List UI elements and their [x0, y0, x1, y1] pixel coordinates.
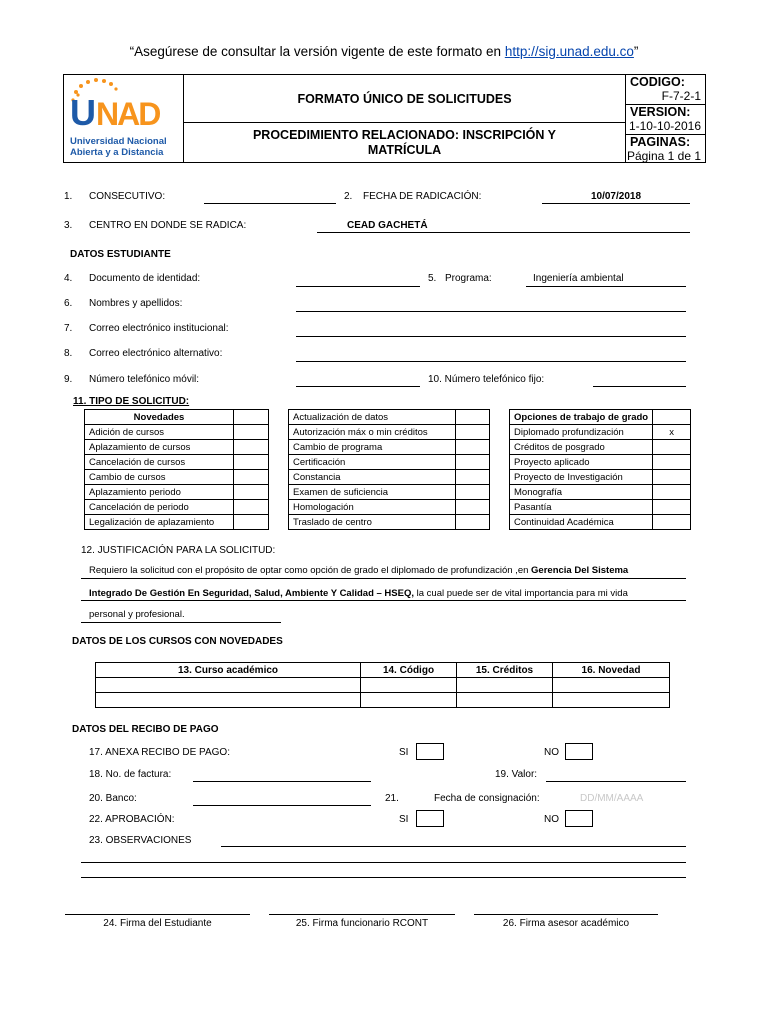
col3-option-label: Créditos de posgrado [510, 440, 653, 455]
banco-label: 20. Banco: [89, 793, 137, 804]
banco-field[interactable] [193, 805, 371, 806]
justificacion-l2a: Integrado De Gestión En Seguridad, Salud, Ambiente Y Calidad – HSEQ, [89, 588, 414, 599]
list-item [85, 455, 269, 470]
f2-num: 2. [344, 191, 353, 202]
otros-table [288, 409, 490, 530]
novedades-header: Novedades [85, 410, 234, 425]
notice-text: “Asegúrese de consultar la versión vigente de este formato en [129, 44, 505, 59]
col2-option-label: Traslado de centro [289, 515, 456, 530]
version-notice [0, 44, 768, 59]
firma-rcont-label: 25. Firma funcionario RCONT [295, 918, 429, 929]
col2-option-label: Cambio de programa [289, 440, 456, 455]
correo-alternativo-field[interactable] [296, 361, 686, 362]
f7-num: 7. [64, 323, 73, 334]
col2-option-checkbox[interactable] [456, 500, 490, 515]
fecha-radicacion-label: FECHA DE RADICACIÓN: [363, 191, 482, 202]
col1-option-label: Cancelación de cursos [85, 455, 234, 470]
justificacion-l1b: Gerencia Del Sistema [531, 565, 629, 576]
firma-estudiante-line[interactable] [65, 914, 250, 915]
fecha-consignacion-label: Fecha de consignación: [434, 793, 540, 804]
centro-value: CEAD GACHETÁ [347, 220, 428, 231]
novedad-cell[interactable] [553, 678, 670, 693]
col1-option-label: Legalización de aplazamiento [85, 515, 234, 530]
anexa-si-checkbox[interactable] [416, 743, 444, 760]
col3-option-label: Monografía [510, 485, 653, 500]
factura-field[interactable] [193, 781, 371, 782]
codigo-header: 14. Código [361, 663, 457, 678]
centro-label: CENTRO EN DONDE SE RADICA: [89, 220, 247, 231]
list-item [85, 470, 269, 485]
list-item [85, 425, 269, 440]
col2-option-checkbox[interactable] [456, 470, 490, 485]
col1-option-checkbox[interactable] [234, 515, 269, 530]
f1-num: 1. [64, 191, 73, 202]
list-item [510, 485, 691, 500]
col1-option-checkbox[interactable] [234, 455, 269, 470]
list-item [510, 455, 691, 470]
cursos-heading: DATOS DE LOS CURSOS CON NOVEDADES [72, 636, 283, 647]
tipo-solicitud-heading: 11. TIPO DE SOLICITUD: [73, 396, 190, 407]
consecutivo-label: CONSECUTIVO: [89, 191, 166, 202]
trabajo-grado-table [509, 409, 691, 530]
fecha-consignacion-input[interactable]: DD/MM/AAAA [580, 793, 644, 804]
observaciones-field-3[interactable] [81, 877, 686, 878]
novedad-header: 16. Novedad [553, 663, 670, 678]
col2-option-checkbox[interactable] [456, 455, 490, 470]
justificacion-line2 [89, 588, 628, 600]
programa-field[interactable] [526, 286, 686, 287]
col2-option-checkbox[interactable] [456, 515, 490, 530]
col3-option-label: Proyecto aplicado [510, 455, 653, 470]
list-item [85, 500, 269, 515]
procedure-title [184, 123, 626, 162]
trabajo-grado-header-check [653, 410, 691, 425]
col2-option-checkbox[interactable] [456, 440, 490, 455]
centro-field[interactable] [317, 232, 690, 233]
programa-label: Programa: [445, 273, 492, 284]
col2-option-checkbox[interactable] [456, 485, 490, 500]
table-row [96, 678, 670, 693]
col1-option-checkbox[interactable] [234, 470, 269, 485]
correo-institucional-field[interactable] [296, 336, 686, 337]
telefono-movil-label: Número telefónico móvil: [89, 374, 200, 385]
col3-option-checkbox[interactable] [653, 440, 691, 455]
valor-field[interactable] [546, 781, 686, 782]
procedure-line2: MATRÍCULA [367, 143, 442, 157]
telefono-movil-field[interactable] [296, 386, 420, 387]
list-item [510, 440, 691, 455]
telefono-fijo-field[interactable] [593, 386, 686, 387]
col3-option-label: Proyecto de Investigación [510, 470, 653, 485]
col1-option-checkbox[interactable] [234, 425, 269, 440]
correo-alternativo-label: Correo electrónico alternativo: [89, 348, 223, 359]
col1-option-checkbox[interactable] [234, 440, 269, 455]
documento-label: Documento de identidad: [89, 273, 201, 284]
aprobacion-no-label: NO [544, 814, 559, 825]
f5-num: 5. [428, 273, 437, 284]
list-item [289, 410, 490, 425]
list-item [85, 485, 269, 500]
creditos-cell[interactable] [457, 678, 553, 693]
col3-option-checkbox[interactable] [653, 500, 691, 515]
list-item [289, 500, 490, 515]
list-item [85, 515, 269, 530]
cursos-table [95, 662, 670, 708]
fecha-radicacion-value: 10/07/2018 [590, 191, 642, 202]
observaciones-label: 23. OBSERVACIONES [89, 835, 192, 846]
svg-text:U: U [70, 92, 94, 133]
notice-suffix: ” [633, 44, 639, 59]
programa-value: Ingeniería ambiental [533, 273, 624, 284]
col2-option-label: Homologación [289, 500, 456, 515]
anexa-no-label: NO [544, 747, 559, 758]
f21-num: 21. [385, 793, 399, 804]
table-row [96, 693, 670, 708]
paginas-cell [626, 135, 705, 162]
creditos-cell[interactable] [457, 693, 553, 708]
logo-sub2: Abierta y a Distancia [70, 147, 164, 158]
col1-option-checkbox[interactable] [234, 500, 269, 515]
firma-estudiante-label: 24. Firma del Estudiante [103, 918, 212, 929]
justificacion-line1 [89, 565, 628, 577]
col2-option-label: Actualización de datos [289, 410, 456, 425]
col1-option-label: Aplazamiento de cursos [85, 440, 234, 455]
list-item [510, 470, 691, 485]
col3-option-checkbox[interactable] [653, 485, 691, 500]
version-label: VERSION: [630, 105, 691, 119]
fecha-radicacion-field[interactable] [542, 203, 690, 204]
col3-option-checkbox[interactable] [653, 515, 691, 530]
curso-header: 13. Curso académico [96, 663, 361, 678]
list-item [289, 515, 490, 530]
justificacion-l2b: la cual puede ser de vital importancia para mi vida [414, 588, 628, 599]
observaciones-field-1[interactable] [221, 846, 686, 847]
col3-option-checkbox[interactable] [653, 455, 691, 470]
form-header [63, 74, 706, 163]
list-item [289, 440, 490, 455]
version-cell [626, 105, 705, 135]
f3-num: 3. [64, 220, 73, 231]
firma-asesor-line[interactable] [474, 914, 658, 915]
aprobacion-no-checkbox[interactable] [565, 810, 593, 827]
correo-institucional-label: Correo electrónico institucional: [89, 323, 229, 334]
list-item [510, 425, 691, 440]
unad-logo [64, 75, 184, 162]
justificacion-rule3 [81, 622, 281, 623]
col1-option-label: Cancelación de periodo [85, 500, 234, 515]
trabajo-grado-header: Opciones de trabajo de grado [510, 410, 653, 425]
aprobacion-label: 22. APROBACIÓN: [89, 814, 175, 825]
novedad-cell[interactable] [553, 693, 670, 708]
list-item [289, 425, 490, 440]
firma-rcont-line[interactable] [269, 914, 455, 915]
observaciones-field-2[interactable] [81, 862, 686, 863]
justificacion-rule2 [81, 600, 686, 601]
codigo-cell[interactable] [361, 693, 457, 708]
nombres-label: Nombres y apellidos: [89, 298, 183, 309]
telefono-fijo-label: 10. Número telefónico fijo: [428, 374, 545, 385]
valor-label: 19. Valor: [495, 769, 538, 780]
justificacion-line3: personal y profesional. [89, 609, 185, 620]
recibo-heading: DATOS DEL RECIBO DE PAGO [72, 724, 219, 735]
paginas-value: Página 1 de 1 [626, 149, 701, 163]
datos-estudiante-heading: DATOS ESTUDIANTE [70, 249, 171, 260]
svg-text:NAD: NAD [96, 96, 160, 132]
list-item [289, 485, 490, 500]
curso-cell[interactable] [96, 678, 361, 693]
nombres-field[interactable] [296, 311, 686, 312]
codigo-value: F-7-2-1 [661, 89, 701, 103]
version-value: 1-10-10-2016 [628, 119, 701, 133]
aprobacion-si-checkbox[interactable] [416, 810, 444, 827]
codigo-cell [626, 75, 705, 105]
form-title: FORMATO ÚNICO DE SOLICITUDES [184, 75, 626, 123]
list-item [289, 470, 490, 485]
col3-option-checkbox[interactable] [653, 470, 691, 485]
codigo-label: CODIGO: [630, 75, 685, 89]
f4-num: 4. [64, 273, 73, 284]
col3-option-checkbox[interactable]: x [653, 425, 691, 440]
col2-option-label: Certificación [289, 455, 456, 470]
anexa-si-label: SI [399, 747, 409, 758]
col3-option-label: Diplomado profundización [510, 425, 653, 440]
firma-asesor-label: 26. Firma asesor académico [502, 918, 630, 929]
documento-field[interactable] [296, 286, 420, 287]
sig-link[interactable]: http://sig.unad.edu.co [504, 44, 634, 59]
list-item [510, 515, 691, 530]
list-item [289, 455, 490, 470]
list-item [510, 500, 691, 515]
aprobacion-si-label: SI [399, 814, 409, 825]
col3-option-label: Continuidad Académica [510, 515, 653, 530]
col1-option-label: Adición de cursos [85, 425, 234, 440]
list-item [85, 440, 269, 455]
justificacion-rule1 [81, 578, 686, 579]
col2-option-label: Examen de suficiencia [289, 485, 456, 500]
factura-label: 18. No. de factura: [89, 769, 172, 780]
novedades-header-check [234, 410, 269, 425]
codigo-cell[interactable] [361, 678, 457, 693]
f8-num: 8. [64, 348, 73, 359]
consecutivo-field[interactable] [204, 203, 336, 204]
col3-option-label: Pasantía [510, 500, 653, 515]
col2-option-label: Constancia [289, 470, 456, 485]
curso-cell[interactable] [96, 693, 361, 708]
f9-num: 9. [64, 374, 73, 385]
anexa-no-checkbox[interactable] [565, 743, 593, 760]
col1-option-label: Cambio de cursos [85, 470, 234, 485]
col2-option-checkbox[interactable] [456, 425, 490, 440]
f6-num: 6. [64, 298, 73, 309]
col2-option-label: Autorización máx o min créditos [289, 425, 456, 440]
logo-sub1: Universidad Nacional [70, 136, 167, 147]
creditos-header: 15. Créditos [457, 663, 553, 678]
col1-option-label: Aplazamiento periodo [85, 485, 234, 500]
justificacion-l1a: Requiero la solicitud con el propósito de optar como opción de grado el diplomado de profundización ,en [89, 565, 532, 576]
novedades-table [84, 409, 269, 530]
paginas-label: PAGINAS: [630, 135, 691, 149]
col2-option-checkbox[interactable] [456, 410, 490, 425]
procedure-line1: PROCEDIMIENTO RELACIONADO: INSCRIPCIÓN Y [252, 128, 557, 142]
justificacion-label: 12. JUSTIFICACIÓN PARA LA SOLICITUD: [81, 545, 276, 556]
anexa-recibo-label: 17. ANEXA RECIBO DE PAGO: [89, 747, 230, 758]
col1-option-checkbox[interactable] [234, 485, 269, 500]
